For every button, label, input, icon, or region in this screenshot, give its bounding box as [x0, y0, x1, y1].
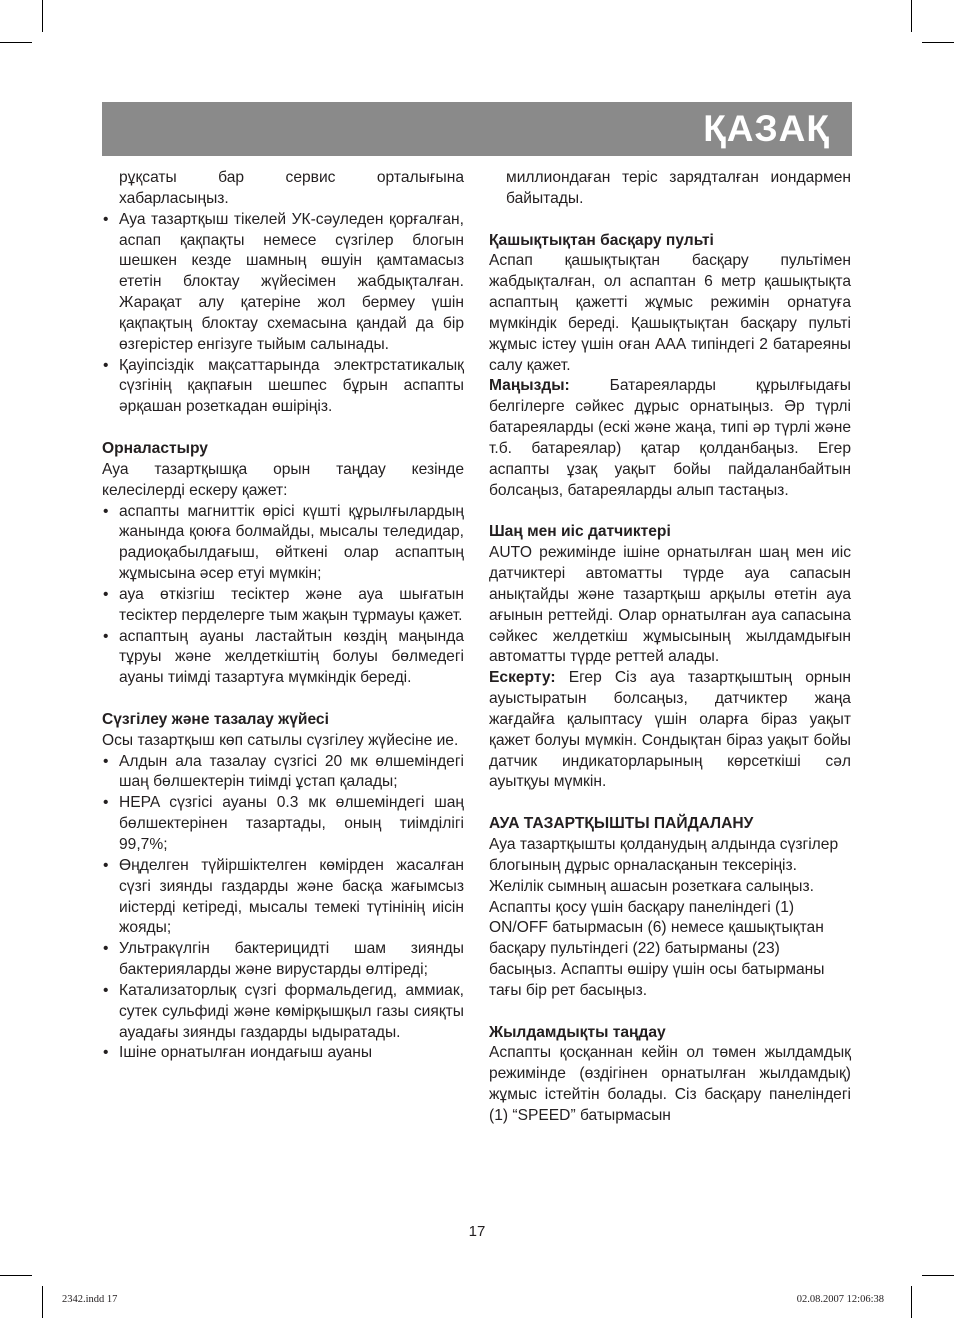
- remote-text: Аспап қашықтықтан басқару пультімен жабдықталған, ол аспаптан 6 метр қашықтықта аспаптың қажетті жұмыс режимін орнатуға мүмкіндік береді. Қашықтықтан басқару пульті жұмыс істеу үшін оған ААА типіндегі 2 батареяны салу қажет.: [489, 252, 851, 374]
- list-item: • Өңделген түйіршіктелген көмірден жасалған сүзгі зиянды газдарды және басқа жағымсыз иістерді кетіреді, мысалы темекі түтінінің иісін жояды;: [102, 856, 464, 939]
- filter-intro: Осы тазартқыш көп сатылы сүзгілеу жүйесіне ие.: [102, 731, 459, 749]
- placement-list: [102, 502, 464, 690]
- crop-mark: [42, 0, 43, 32]
- list-item: • ауа өткізгіш тесіктер және ауа шығатын тесіктер перделерге тым жақын тұрмауы қажет.: [102, 585, 464, 627]
- important-text: Батареяларды құрылғыдағы белгілерге сәйкес дұрыс орнатыңыз. Әр түрлі батареяларды (ескі және жаңа, типі әр түрлі және т.б. батареялар) қатар қолданбаңыз. Егер аспапты ұзақ уақыт бойы пайдаланбайтын болсаңыз, батареяларды алып тастаңыз.: [489, 377, 851, 499]
- list-item: • аспаптың ауаны ластайтын көздің маңында тұруы және желдеткіштің болуы бөлмедегі ауаны тиімді тазартуға мүмкіндік береді.: [102, 627, 464, 690]
- safety-list: [102, 210, 464, 418]
- intro-text: рұқсаты бар сервис орталығына хабарласыңыз.: [119, 169, 464, 207]
- list-item: • Ауа тазартқыш тікелей УК-сәуледен қорғалған, аспап қақпақты немесе сүзгілер блогын шешкен кезде шамның өшуін қамтамасыз ететін блоктау жүйесімен жабдықталған. Жарақат алу қатеріне жол бермеу үшін қақпақтың блоктау схемасына қандай да бір өзгерістер енгізуге тыйым салынады.: [102, 210, 464, 356]
- note-text: Егер Сіз ауа тазартқыштың орнын ауыстыратын болсаңыз, датчиктер жаңа жағдайға қалыптасу үшін оларға біраз уақыт қажет болуы мүмкін. Сондықтан біраз уақыт бойы датчик индикаторларының көрсеткіші сәл ауытқуы мүмкін.: [489, 669, 851, 791]
- footer-file-name: 2342.indd 17: [62, 1294, 118, 1305]
- speed-text: Аспапты қосқаннан кейін ол төмен жылдамдық режимінде (өздігінен орнатылған жылдамдық) жұмыс істейтін болады. Сіз басқару панеліндегі (1) “SPEED” батырмасын: [489, 1044, 851, 1124]
- crop-mark: [922, 42, 954, 43]
- list-item: • Катализаторлық сүзгі формальдегид, аммиак, сутек сульфиді және көмірқышқыл газы сияқты ауадағы зиянды газдарды ыдыратады.: [102, 981, 464, 1044]
- section-heading-sensors: Шаң мен иіс датчиктері: [489, 523, 671, 541]
- left-column: [102, 168, 464, 1064]
- note-label: Ескерту:: [489, 669, 556, 687]
- right-column: [489, 168, 851, 1127]
- list-item: • Ультракүлгін бактерицидті шам зиянды бактерияларды және вирустарды өлтіреді;: [102, 939, 464, 981]
- crop-mark: [911, 1286, 912, 1318]
- important-paragraph: [489, 376, 851, 501]
- list-item: • HEPA сүзгісі ауаны 0.3 мк өлшеміндегі шаң бөлшектерінен тазартады, оның тиімділігі 99,7%;: [102, 793, 464, 856]
- list-item: • Ішіне орнатылған иондағыш ауаны: [102, 1043, 464, 1064]
- list-item: • Алдын ала тазалау сүзгісі 20 мк өлшеміндегі шаң бөлшектерін тиімді ұстап қалады;: [102, 752, 464, 794]
- crop-mark: [0, 42, 32, 43]
- section-heading-usage: АУА ТАЗАРТҚЫШТЫ ПАЙДАЛАНУ: [489, 815, 754, 833]
- section-heading-placement: Орналастыру: [102, 439, 208, 457]
- section-heading-filter: Сүзгілеу және тазалау жүйесі: [102, 710, 329, 728]
- usage-text-1: Ауа тазартқышты қолданудың алдында сүзгілер блогының дұрыс орналасқанын тексеріңіз.: [489, 836, 839, 874]
- language-header-bar: [102, 102, 852, 156]
- filter-list: [102, 752, 464, 1065]
- note-paragraph: [489, 668, 851, 793]
- list-item: • аспапты магниттік өрісі күшті құрылғылардың жанында қоюға болмайды, мысалы теледидар, радиоқабылдағыш, өйткені олар аспаптың жұмысына әсер етуі мүмкін;: [102, 502, 464, 585]
- crop-mark: [42, 1286, 43, 1318]
- section-heading-remote: Қашықтықтан басқару пульті: [489, 231, 714, 249]
- footer-datetime: 02.08.2007 12:06:38: [796, 1294, 884, 1305]
- usage-text-2: Желілік сымның ашасын розеткаға салыңыз. Аспапты қосу үшін басқару панеліндегі (1) ON/OFF батырмасын (6) немесе қашықтықтан басқару пультіндегі (22) батырманы (23) басыңыз. Аспапты өшіру үшін осы батырманы тағы бір рет басыңыз.: [489, 877, 825, 999]
- sensors-text: AUTO режимінде ішіне орнатылған шаң мен иіс датчиктері автоматты түрде ауа сапасын анықтайды және тазартқыш арқылы өтетін ауа ағынын реттейді. Олар орнатылған ауа сапасына сәйкес желдеткіш жұмысының жылдамдығын автоматты түрде реттей алады.: [489, 544, 851, 666]
- page-number: 17: [468, 1223, 486, 1240]
- crop-mark: [922, 1275, 954, 1276]
- crop-mark: [911, 0, 912, 32]
- list-item: • Қауіпсіздік мақсаттарында электрстатикалық сүзгінің қақпағын шешпес бұрын аспапты әрқашан розеткадан өшіріңіз.: [102, 356, 464, 419]
- important-label: Маңызды:: [489, 377, 570, 395]
- section-heading-speed: Жылдамдықты таңдау: [489, 1023, 666, 1041]
- placement-intro: Ауа тазартқышқа орын таңдау кезінде келесілерді ескеру қажет:: [102, 460, 464, 499]
- crop-mark: [0, 1275, 32, 1276]
- language-title: ҚАЗАҚ: [703, 108, 830, 149]
- continuation-text: миллиондаған теріс зарядталған иондармен байытады.: [506, 169, 851, 207]
